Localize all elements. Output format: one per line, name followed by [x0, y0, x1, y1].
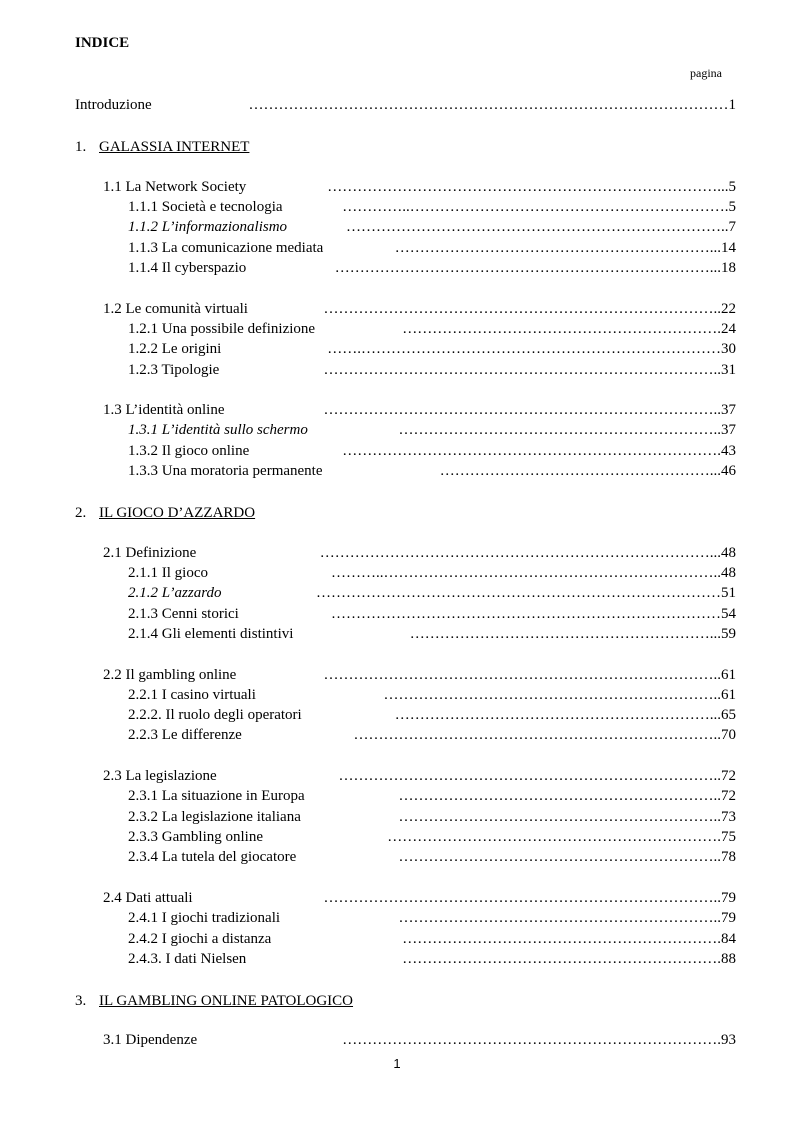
- chapter-number: 3.: [75, 993, 87, 1009]
- toc-entry-leader-page: …………………………………………………………………..72: [338, 768, 736, 784]
- toc-entry-label: 3.1 Dipendenze: [103, 1032, 198, 1048]
- toc-entry-label: 1.1.1 Società e tecnologia: [128, 199, 283, 215]
- toc-entry-leader-page: …….………………………………………………………………30: [327, 341, 736, 357]
- toc-entry-leader-page: ………………………………………………………..78: [398, 849, 736, 865]
- toc-entry: [0, 827, 794, 847]
- toc-entry-label: 2.2.3 Le differenze: [128, 727, 242, 743]
- toc-entry-label: 2.2.1 I casino virtuali: [128, 687, 256, 703]
- toc-entry-label: 1.2.1 Una possibile definizione: [128, 321, 316, 337]
- toc-entry: [0, 360, 794, 380]
- toc-entry-leader-page: ……………………………………………………………………..37: [323, 402, 736, 418]
- toc-entry-label: 2.1.2 L’azzardo: [128, 585, 222, 601]
- toc-entry-label: 1.2 Le comunità virtuali: [103, 301, 248, 317]
- toc-entry: [0, 95, 794, 115]
- toc-entry-leader-page: ……………………………………………………….88: [402, 951, 736, 967]
- toc-entry-leader-page: ………………………………………………………...14: [394, 240, 736, 256]
- toc-entry-leader-page: ………………………………………………………….75: [387, 829, 736, 845]
- toc-entry-leader-page: …………..……………………………………………………….5: [342, 199, 736, 215]
- toc-entry-label: Introduzione: [75, 97, 152, 113]
- toc-entry: [0, 685, 794, 705]
- toc-entry-label: 1.2.2 Le origini: [128, 341, 222, 357]
- toc-entry-leader-page: ………..…………………………………………………………..48: [331, 565, 736, 581]
- toc-entry-leader-page: ……………………………………………………………………54: [331, 606, 736, 622]
- toc-entry: [0, 461, 794, 481]
- chapter-title: IL GIOCO D’AZZARDO: [99, 505, 256, 521]
- toc-entry: [0, 705, 794, 725]
- toc-entry-label: 2.4.2 I giochi a distanza: [128, 931, 272, 947]
- toc-entry-leader-page: …………………………………………………………..61: [383, 687, 736, 703]
- toc-entry-leader-page: ………………………………………………………………..70: [353, 727, 736, 743]
- toc-entry-label: 2.4.1 I giochi tradizionali: [128, 910, 281, 926]
- toc-entry: [0, 847, 794, 867]
- toc-entry-label: 1.3.2 Il gioco online: [128, 443, 250, 459]
- toc-entry: [0, 319, 794, 339]
- toc-entry: [0, 583, 794, 603]
- toc-entry-leader-page: ………………………………………………………………….43: [342, 443, 736, 459]
- toc-entry-leader-page: ……………………………………………………………………..22: [323, 301, 736, 317]
- toc-entry: [0, 197, 794, 217]
- toc-entry: [0, 258, 794, 278]
- toc-entry-leader-page: ……………………………………………………………………..31: [323, 362, 736, 378]
- toc-entry-label: 1.1 La Network Society: [103, 179, 247, 195]
- toc-entry: [0, 766, 794, 786]
- toc-entry-leader-page: ……………………………………………………………………...5: [327, 179, 736, 195]
- toc-entry: [0, 339, 794, 359]
- toc-entry: [0, 238, 794, 258]
- toc-entry-leader-page: ………………………………………………………..73: [398, 809, 736, 825]
- toc-entry-leader-page: …………………………………………………………………...18: [334, 260, 736, 276]
- toc-entry-leader-page: ………………………………………………………..37: [398, 422, 736, 438]
- toc-entry-label: 2.1 Definizione: [103, 545, 197, 561]
- page-column-label: pagina: [690, 66, 722, 80]
- toc-entry: [0, 665, 794, 685]
- toc-entry: [0, 563, 794, 583]
- toc-entry-label: 1.1.2 L’informazionalismo: [128, 219, 288, 235]
- toc-entry-leader-page: ………………………………………………………………………51: [316, 585, 736, 601]
- toc-entry-leader-page: ……………………………………………………...59: [409, 626, 736, 642]
- toc-entry-label: 1.3.3 Una moratoria permanente: [128, 463, 323, 479]
- toc-entry-label: 1.2.3 Tipologie: [128, 362, 220, 378]
- page-number: 1: [393, 1056, 401, 1071]
- toc-entry-label: 2.3.1 La situazione in Europa: [128, 788, 305, 804]
- toc-entry-label: 2.2.2. Il ruolo degli operatori: [128, 707, 302, 723]
- toc-entry: [0, 888, 794, 908]
- toc-entry: [0, 786, 794, 806]
- toc-entry-label: 1.3.1 L’identità sullo schermo: [128, 422, 308, 438]
- toc-entry: [0, 177, 794, 197]
- toc-entry: [0, 217, 794, 237]
- toc-entry-label: 2.4.3. I dati Nielsen: [128, 951, 247, 967]
- toc-entry-leader-page: ………………………………………………………………….93: [342, 1032, 736, 1048]
- toc-entry-leader-page: ……………………………………………………….24: [402, 321, 736, 337]
- toc-entry: [0, 299, 794, 319]
- toc-entry-leader-page: ……………………………………………………………………..79: [323, 890, 736, 906]
- toc-entry: [0, 604, 794, 624]
- toc-entry: [0, 543, 794, 563]
- toc-entry-label: 2.1.4 Gli elementi distintivi: [128, 626, 294, 642]
- toc-entry-leader-page: ……………………………………………………………………..61: [323, 667, 736, 683]
- toc-entry-label: 2.2 Il gambling online: [103, 667, 237, 683]
- chapter-heading: [0, 137, 794, 157]
- chapter-heading: [0, 991, 794, 1011]
- chapter-heading: [0, 503, 794, 523]
- toc-entry-leader-page: ………………………………………………………...65: [394, 707, 736, 723]
- chapter-number: 1.: [75, 139, 87, 155]
- chapter-number: 2.: [75, 505, 87, 521]
- toc-entry: [0, 929, 794, 949]
- chapter-title: GALASSIA INTERNET: [99, 139, 250, 155]
- toc-entry: [0, 441, 794, 461]
- toc-entry-leader-page: ………………………………………………...46: [439, 463, 736, 479]
- toc-entry: [0, 420, 794, 440]
- toc-entry-label: 2.3.4 La tutela del giocatore: [128, 849, 297, 865]
- toc-entry: [0, 908, 794, 928]
- toc-entry-leader-page: …………………………………………………………………..7: [346, 219, 736, 235]
- page-title: INDICE: [75, 35, 130, 51]
- toc-entry: [0, 400, 794, 420]
- toc-entry-label: 2.3.2 La legislazione italiana: [128, 809, 301, 825]
- toc-entry-label: 1.1.4 Il cyberspazio: [128, 260, 247, 276]
- toc-entry-leader-page: ………………………………………………………..72: [398, 788, 736, 804]
- toc-entry-label: 1.3 L’identità online: [103, 402, 225, 418]
- toc-entry: [0, 949, 794, 969]
- toc-entry-label: 2.3 La legislazione: [103, 768, 217, 784]
- toc-entry-label: 1.1.3 La comunicazione mediata: [128, 240, 324, 256]
- toc-entry-label: 2.4 Dati attuali: [103, 890, 193, 906]
- toc-entry: [0, 807, 794, 827]
- toc-entry-leader-page: ……………………………………………………………………...48: [319, 545, 736, 561]
- toc-entry-leader-page: ……………………………………………………………………………………1: [248, 97, 736, 113]
- toc-entry-leader-page: ……………………………………………………….84: [402, 931, 736, 947]
- toc-entry-leader-page: ………………………………………………………..79: [398, 910, 736, 926]
- toc-entry: [0, 624, 794, 644]
- toc-entry-label: 2.1.3 Cenni storici: [128, 606, 239, 622]
- toc-entry-label: 2.3.3 Gambling online: [128, 829, 263, 845]
- toc-entry: [0, 725, 794, 745]
- chapter-title: IL GAMBLING ONLINE PATOLOGICO: [99, 993, 354, 1009]
- toc-entry-label: 2.1.1 Il gioco: [128, 565, 208, 581]
- toc-entry: [0, 1030, 794, 1050]
